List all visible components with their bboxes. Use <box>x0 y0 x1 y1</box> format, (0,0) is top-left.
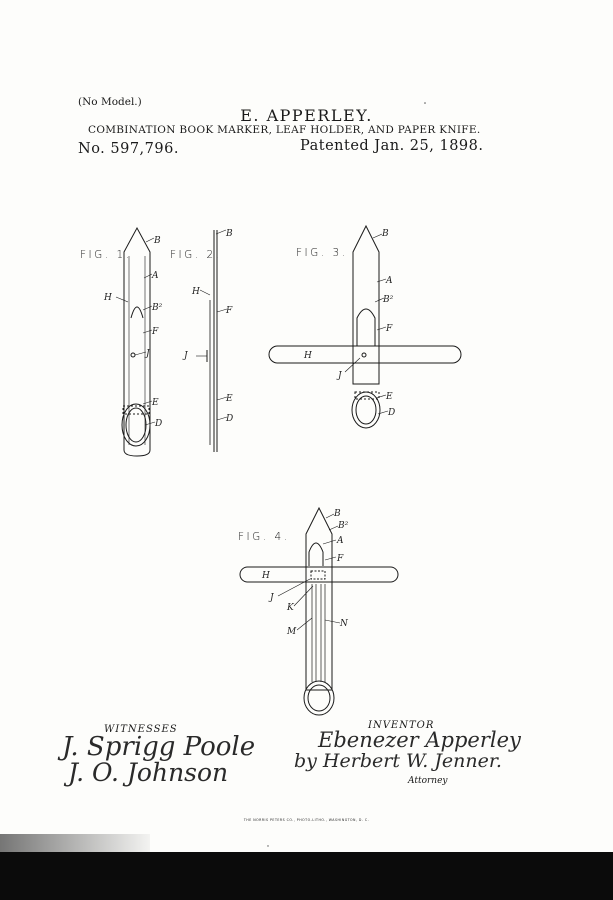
fig2-ref-d: D <box>226 414 234 424</box>
fig3-ref-h: H <box>304 351 312 361</box>
patent-title: COMBINATION BOOK MARKER, LEAF HOLDER, AND PAPER KNIFE. <box>88 124 481 136</box>
fig4-ref-m: M <box>287 627 297 637</box>
witness-1-signature: J. Sprigg Poole <box>62 732 256 762</box>
fig2-ref-e: E <box>226 394 233 404</box>
inventor-signature: Ebenezer Apperley <box>318 728 521 752</box>
fig4-ring-inner <box>308 685 330 711</box>
fig4-ref-n: N <box>340 619 348 629</box>
figure-4 <box>238 508 398 715</box>
scan-bottom-band <box>0 852 613 900</box>
fig3-ref-a: A <box>386 276 393 286</box>
fig3-ref-j: J <box>338 371 342 381</box>
fig2-ref-h: H <box>192 287 200 297</box>
no-model-note: (No Model.) <box>78 96 142 108</box>
fig3-ref-e: E <box>386 392 393 402</box>
fig3-ref-b2: B² <box>383 295 394 305</box>
fig1-ref-j: J <box>146 349 150 359</box>
fig2-ref-b: B <box>226 229 233 239</box>
patent-number: No. 597,796. <box>78 141 179 157</box>
inventor-heading: INVENTOR <box>368 720 435 731</box>
fig3-ref-b: B <box>382 229 389 239</box>
fig3-ring-clip <box>355 392 379 399</box>
fig1-inner-tip <box>131 307 143 318</box>
fig1-ref-h: H <box>104 293 112 303</box>
speck <box>424 102 426 104</box>
witnesses-heading: WITNESSES <box>104 724 178 735</box>
figure-1 <box>80 228 163 456</box>
speck <box>267 845 268 846</box>
fig4-inner-tip <box>309 543 323 566</box>
attorney-signature: by Herbert W. Jenner. <box>294 750 502 772</box>
printer-credit: THE NORRIS PETERS CO., PHOTO-LITHO., WASHINGTON, D. C. <box>243 818 370 822</box>
fig1-ref-b: B <box>154 236 161 246</box>
fig3-ring-inner <box>356 396 376 424</box>
fig4-ref-f: F <box>337 554 344 564</box>
fig3-blade-outline <box>353 226 379 384</box>
fig4-ref-a: A <box>337 536 344 546</box>
fig1-pivot <box>131 353 135 357</box>
fig3-label: FIG. 3. <box>296 247 348 259</box>
fig1-ref-f: F <box>152 327 159 337</box>
fig4-ref-h: H <box>262 571 270 581</box>
fig3-pivot <box>362 353 366 357</box>
fig4-ref-b: B <box>334 509 341 519</box>
fig3-ref-d: D <box>388 408 396 418</box>
figure-3 <box>269 226 461 428</box>
fig4-label: FIG. 4. <box>238 531 290 543</box>
fig2-label: FIG. 2. <box>170 249 222 261</box>
witness-2-signature: J. O. Johnson <box>68 758 229 787</box>
fig3-inner-tip <box>357 309 375 346</box>
fig1-label: FIG. 1. <box>80 249 132 261</box>
patent-date: Patented Jan. 25, 1898. <box>300 138 484 154</box>
fig3-crossbar <box>269 346 461 363</box>
fig2-ref-f: F <box>226 306 233 316</box>
attorney-label: Attorney <box>408 776 448 786</box>
fig1-ref-d: D <box>155 419 163 429</box>
fig4-ref-b2: B² <box>338 521 349 531</box>
fig2-ref-j: J <box>184 351 188 361</box>
fig4-clasp <box>311 571 325 579</box>
figure-2 <box>170 229 233 452</box>
fig1-ref-e: E <box>152 398 159 408</box>
inventor-name: E. APPERLEY. <box>240 106 373 125</box>
fig4-ref-j: J <box>270 593 274 603</box>
fig4-blade-outline <box>306 508 332 690</box>
fig1-ref-b2: B² <box>152 303 163 313</box>
fig3-ref-f: F <box>386 324 393 334</box>
fig4-ref-k: K <box>287 603 294 613</box>
fig1-ref-a: A <box>152 271 159 281</box>
